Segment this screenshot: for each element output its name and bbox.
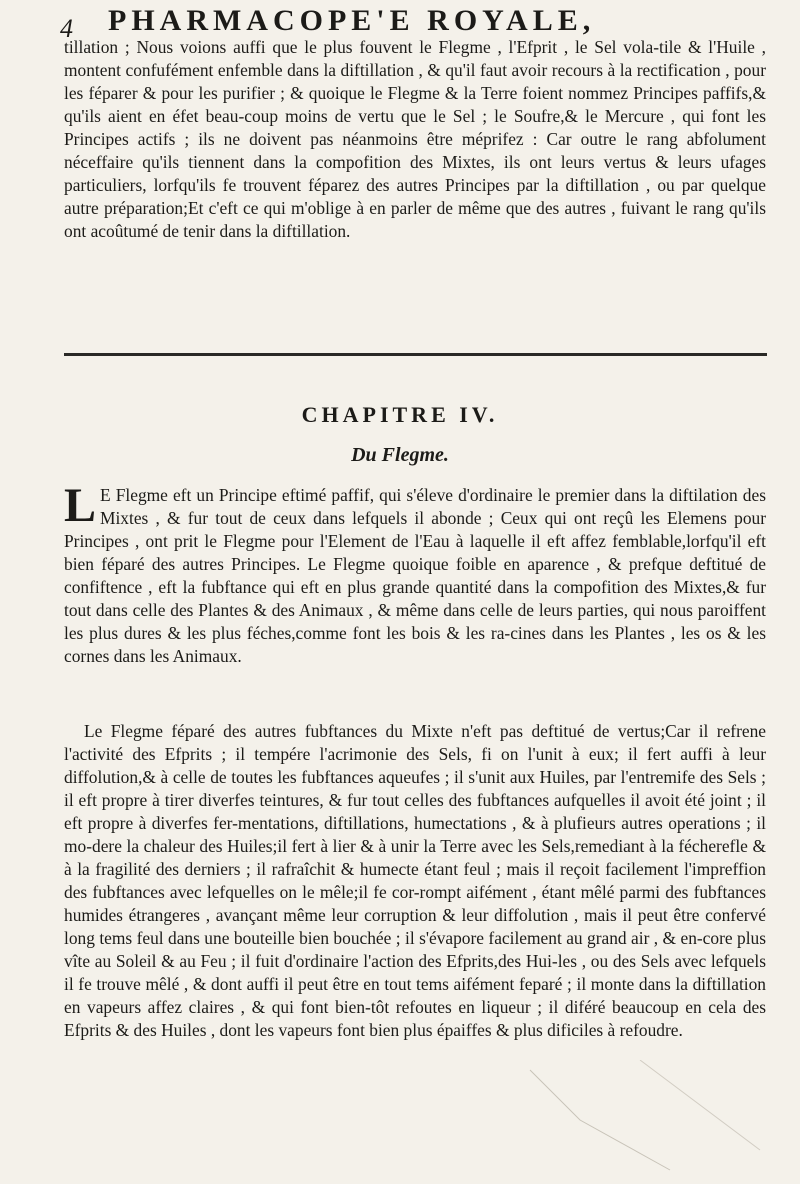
chapter-subtitle: Du Flegme. xyxy=(351,444,449,466)
section-divider-rule xyxy=(64,353,767,356)
page-crease-lines xyxy=(520,1060,770,1180)
running-title: PHARMACOPE'E ROYALE, xyxy=(108,4,596,37)
drop-cap: L xyxy=(64,479,97,532)
chapter-title: CHAPITRE IV. xyxy=(301,402,499,427)
paragraph-opening xyxy=(64,479,766,668)
paragraph-properties: Le Flegme féparé des autres fubftances du Mixte n'eft pas deftitué de vertus;Car il refrene l'activité des Efprits ; il tempére l'acrimonie des Sels, fi on l'unit à eux; il fert auffi à leur diffolution,& à celle de toutes les fubftances aqueufes ; il s'unit aux Huiles, par l'entremife des Sels ; il eft propre à tirer diverfes teintures, & fur tout celles des fubftances aufquelles il avoit été joint ; il eft propre à diverfes fer-mentations, diftillations, humectations , & à plufieurs autres operations ; il mo-dere la chaleur des Huiles;il fert à lier & à unir la Terre avec les Sels,remediant à la fécherefle & à la fragilité des derniers ; il rafraîchit & humecte étant feul ; mais il reçoit facilement l'impreffion des fubftances avec lefquelles on le mêle;il fe cor-rompt aifément , étant mêlé parmi des fubftances humides étrangeres , avançant même leur corruption & leur diffolution , mais il peut être confervé long tems feul dans une bouteille bien bouchée ; il s'évapore facilement au grand air , & en-core plus vîte au Soleil & au Feu ; il fuit d'ordinaire l'action des Efprits,des Hui-les , ou des Sels avec lefquels il fe trouve mêlé , & dont auffi il peut être en tout tems aifément feparé ; il monte dans la diftillation en vapeurs affez claires , & qui font bien-tôt refoutes en liqueur ; il diféré beaucoup en cela des Efprits & des Huiles , dont les vapeurs font bien plus épaiffes & plus dificiles à refoudre. xyxy=(64,721,766,1040)
page-number: 4 xyxy=(60,14,73,43)
paragraph-continuation: tillation ; Nous voions auffi que le plus fouvent le Flegme , l'Efprit , le Sel vola-tile & l'Huile , montent confufément enfemble dans la diftillation , & qu'il faut avoir recours à la rectification , pour les féparer & pour les purifier ; & quoique le Flegme & la Terre foient nommez Principes paffifs,& qu'ils aient en éfet beau-coup moins de vertu que le Sel ; le Soufre,& le Mercure , qui font les Principes actifs ; ils ne doivent pas néanmoins être méprifez : Car outre le rang abfolument néceffaire qu'ils tiennent dans la compofition des Mixtes, ils ont leurs vertus & leurs ufages particuliers, lorfqu'ils fe trouvent féparez des autres Principes par la diftillation , ou par quelque autre préparation;Et c'eft ce qui m'oblige à en parler de même que des autres , fuivant le rang qu'ils ont acoûtumé de tenir dans la diftillation. xyxy=(64,37,766,241)
paragraph-opening-text: E Flegme eft un Principe eftimé paffif, qui s'éleve d'ordinaire le premier dans la diftilation des Mixtes , & fur tout de ceux dans lefquels il abonde ; Ceux qui ont reçû les Elemens pour Principes , ont prit le Flegme pour l'Element de l'Eau à laquelle il eft affez femblable,lorfqu'il eft bien féparé des autres Principes. Le Flegme quoique foible en aparence , & prefque deftitué de confiftence , eft la fubftance qui eft en plus grande quantité dans la compofition des Mixtes,& fur tout dans celle des Plantes & des Animaux , & même dans celle de leurs parties, qui nous paroiffent les plus dures & les plus féches,comme font les bois & les ra-cines dans les Plantes , les os & les cornes dans les Animaux. xyxy=(64,485,766,666)
running-head xyxy=(60,4,760,43)
